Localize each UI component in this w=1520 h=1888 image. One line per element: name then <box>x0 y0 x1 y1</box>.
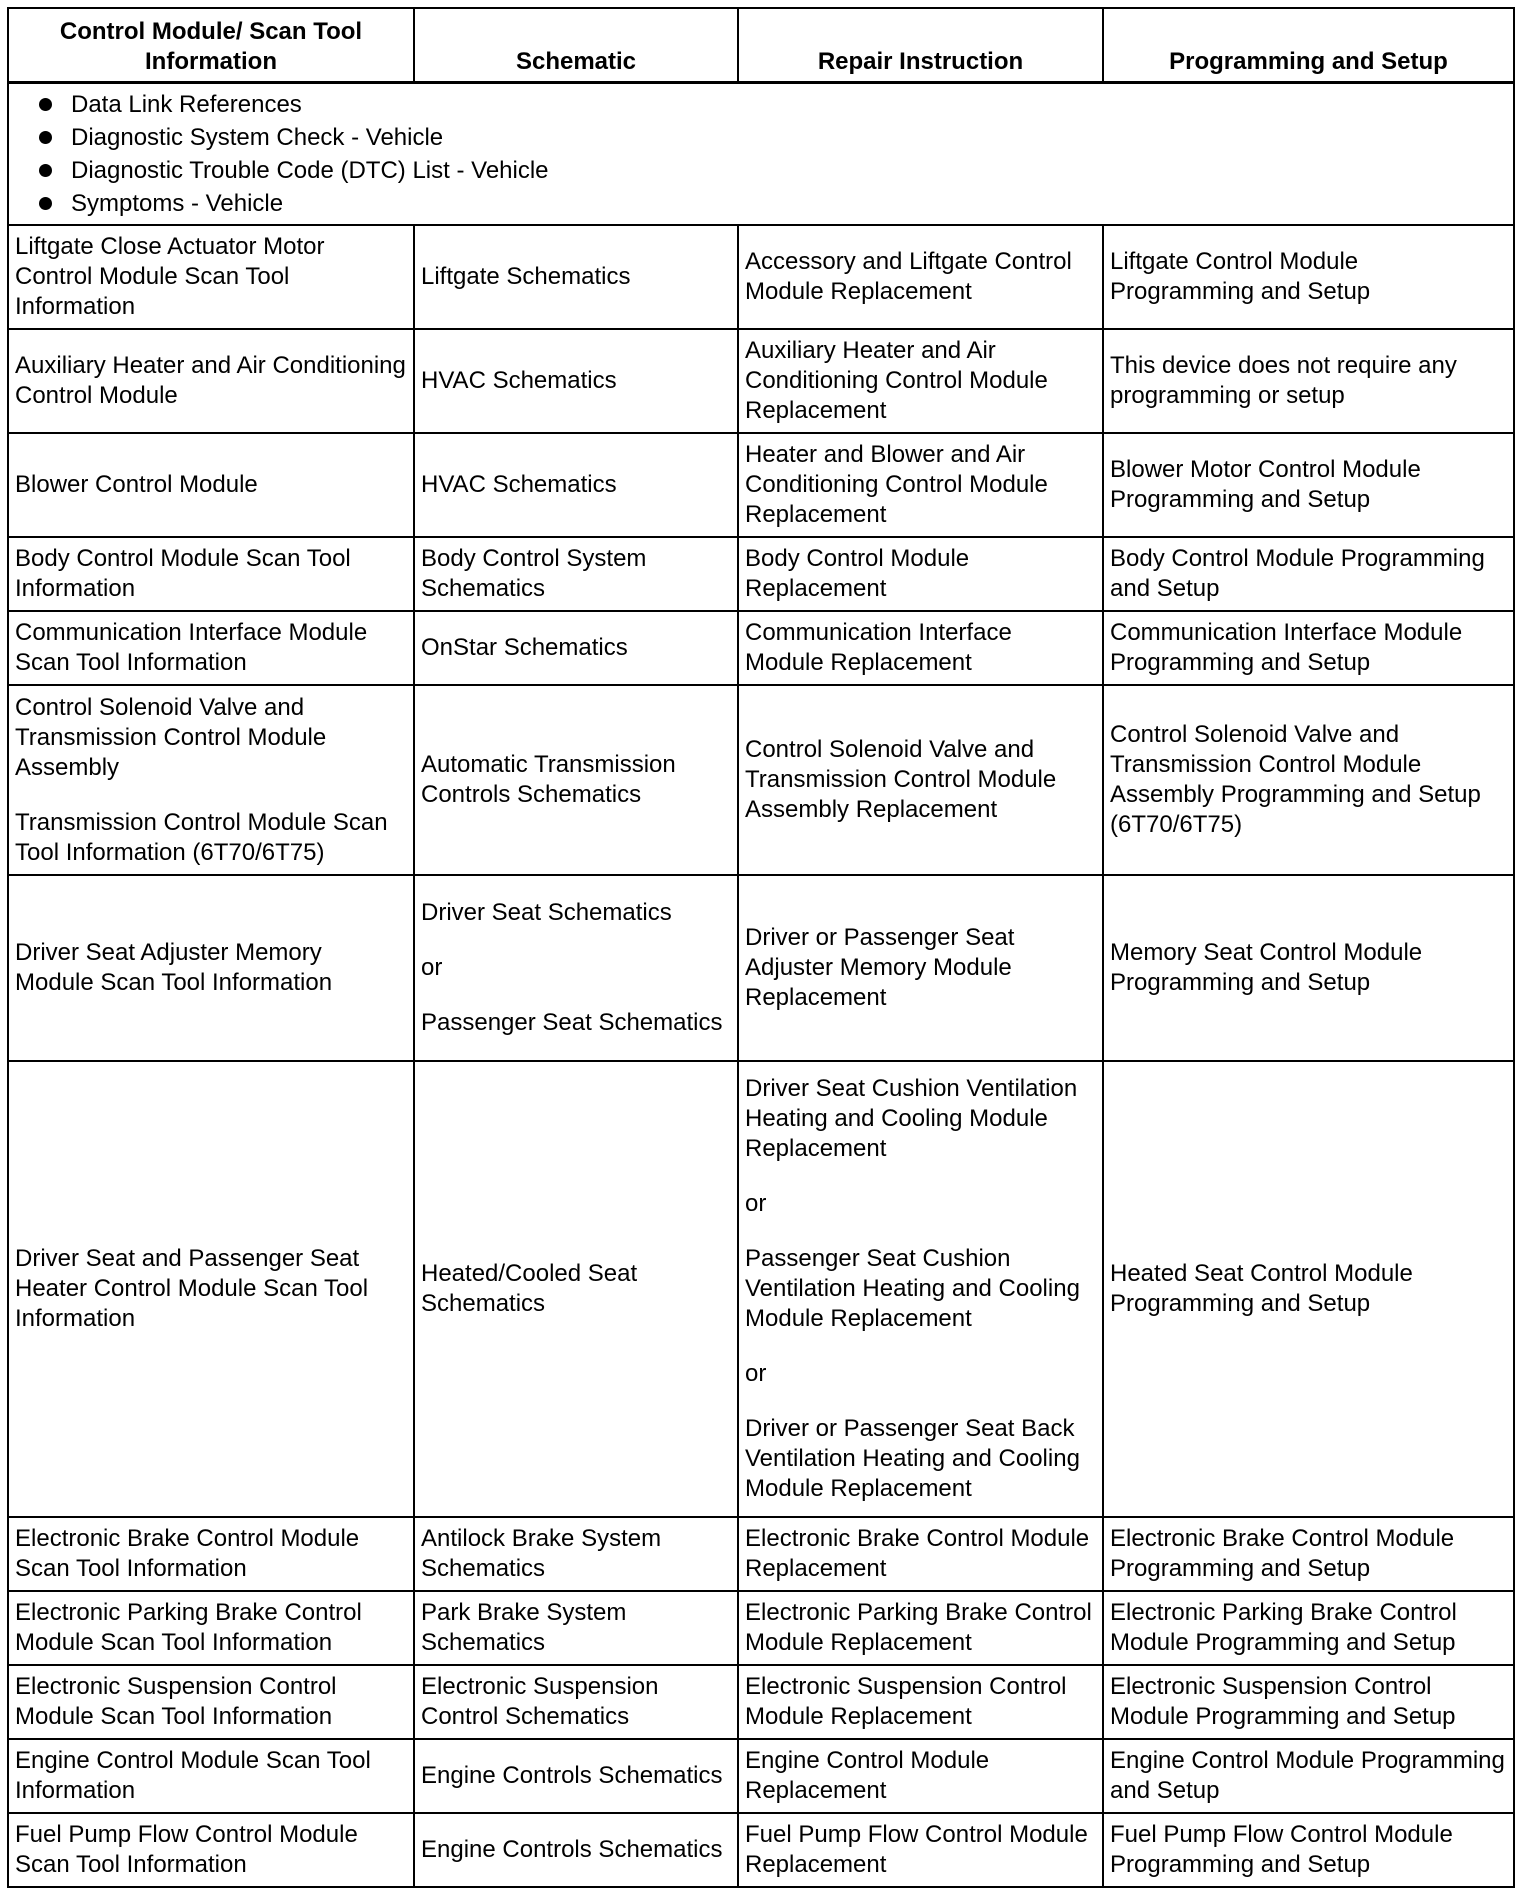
table-row <box>8 1517 1514 1591</box>
programming-setup-cell <box>1103 329 1514 433</box>
cell-text[interactable]: Electronic Parking Brake Control Module Programming and Setup <box>1110 1599 1457 1656</box>
module-cell <box>8 1061 414 1517</box>
reference-item-label: Data Link References <box>71 91 302 118</box>
cell-text[interactable]: Electronic Brake Control Module Programming and Setup <box>1110 1525 1455 1582</box>
cell-text[interactable]: Liftgate Control Module Programming and Setup <box>1110 248 1371 305</box>
module-cell <box>8 433 414 537</box>
cell-text[interactable]: Body Control Module Replacement <box>745 545 970 602</box>
repair-instruction-cell <box>738 225 1103 329</box>
cell-text[interactable]: Fuel Pump Flow Control Module Programming and Setup <box>1110 1821 1453 1878</box>
module-cell <box>8 875 414 1061</box>
header-programming-setup: Programming and Setup <box>1103 8 1514 83</box>
cell-text[interactable]: Antilock Brake System Schematics <box>421 1525 662 1582</box>
cell-text[interactable]: Communication Interface Module Programming and Setup <box>1110 619 1463 676</box>
reference-list <box>29 88 1507 220</box>
or-separator: or <box>745 1360 767 1387</box>
bullet-icon <box>39 98 52 111</box>
repair-instruction-cell <box>738 1061 1103 1517</box>
schematic-cell <box>414 1591 738 1665</box>
cell-text[interactable]: HVAC Schematics <box>421 367 617 394</box>
programming-setup-cell <box>1103 875 1514 1061</box>
cell-text[interactable]: Electronic Suspension Control Module Replacement <box>745 1673 1067 1730</box>
or-separator: or <box>421 954 443 981</box>
reference-item[interactable] <box>29 187 1507 220</box>
module-cell <box>8 611 414 685</box>
cell-text[interactable]: Engine Controls Schematics <box>421 1762 723 1789</box>
schematic-cell <box>414 685 738 875</box>
header-row <box>8 8 1514 83</box>
programming-setup-cell <box>1103 1591 1514 1665</box>
repair-instruction-cell <box>738 685 1103 875</box>
cell-text[interactable]: Blower Motor Control Module Programming and Setup <box>1110 456 1421 513</box>
module-cell <box>8 1665 414 1739</box>
cell-text[interactable]: Control Solenoid Valve and Transmission Control Module Assembly <box>15 693 327 781</box>
schematic-cell <box>414 433 738 537</box>
cell-text[interactable]: Liftgate Schematics <box>421 263 631 290</box>
cell-text[interactable]: Transmission Control Module Scan Tool Information (6T70/6T75) <box>15 808 388 866</box>
cell-text[interactable]: Electronic Parking Brake Control Module Scan Tool Information <box>15 1599 362 1656</box>
bullet-row <box>8 83 1514 226</box>
table-row <box>8 433 1514 537</box>
cell-text[interactable]: Heated/Cooled Seat Schematics <box>421 1260 638 1317</box>
repair-instruction-cell <box>738 537 1103 611</box>
paragraph-gap <box>745 1389 1096 1414</box>
schematic-cell <box>414 537 738 611</box>
programming-setup-cell <box>1103 611 1514 685</box>
cell-text[interactable]: Body Control Module Scan Tool Information <box>15 545 351 602</box>
module-cell <box>8 685 414 875</box>
reference-item[interactable] <box>29 88 1507 121</box>
programming-setup-cell <box>1103 685 1514 875</box>
module-cell <box>8 329 414 433</box>
cell-text[interactable]: Engine Controls Schematics <box>421 1836 723 1863</box>
cell-text[interactable]: Fuel Pump Flow Control Module Replacement <box>745 1821 1088 1878</box>
cell-text[interactable]: Heated Seat Control Module Programming and Setup <box>1110 1260 1413 1317</box>
module-cell <box>8 1517 414 1591</box>
header-repair-instruction: Repair Instruction <box>738 8 1103 83</box>
schematic-cell <box>414 875 738 1061</box>
cell-text[interactable]: Electronic Brake Control Module Replacement <box>745 1525 1090 1582</box>
paragraph-gap <box>421 928 731 953</box>
cell-text[interactable]: Electronic Suspension Control Schematics <box>421 1673 659 1730</box>
repair-instruction-cell <box>738 1813 1103 1887</box>
schematic-cell <box>414 1665 738 1739</box>
table-header <box>8 8 1514 83</box>
paragraph-gap <box>745 1219 1096 1244</box>
programming-setup-cell <box>1103 1665 1514 1739</box>
schematic-cell <box>414 329 738 433</box>
repair-instruction-cell <box>738 433 1103 537</box>
cell-text[interactable]: Accessory and Liftgate Control Module Replacement <box>745 248 1072 305</box>
programming-setup-cell <box>1103 537 1514 611</box>
table-row <box>8 1061 1514 1517</box>
cell-text[interactable]: Passenger Seat Cushion Ventilation Heating and Cooling Module Replacement <box>745 1245 1080 1332</box>
reference-item[interactable] <box>29 154 1507 187</box>
bullet-icon <box>39 197 52 210</box>
reference-item[interactable] <box>29 121 1507 154</box>
cell-text[interactable]: Fuel Pump Flow Control Module Scan Tool Information <box>15 1821 358 1878</box>
repair-instruction-cell <box>738 875 1103 1061</box>
table-row <box>8 611 1514 685</box>
module-reference-table <box>7 7 1515 1888</box>
bullet-icon <box>39 164 52 177</box>
repair-instruction-cell <box>738 1665 1103 1739</box>
cell-text[interactable]: Communication Interface Module Scan Tool Information <box>15 619 368 676</box>
table-row <box>8 225 1514 329</box>
cell-text[interactable]: Passenger Seat Schematics <box>421 1009 723 1036</box>
module-cell <box>8 1739 414 1813</box>
table-row <box>8 685 1514 875</box>
repair-instruction-cell <box>738 1739 1103 1813</box>
repair-instruction-cell <box>738 1517 1103 1591</box>
cell-text[interactable]: Driver or Passenger Seat Back Ventilation Heating and Cooling Module Replacement <box>745 1415 1080 1502</box>
paragraph-gap <box>421 983 731 1008</box>
schematic-cell <box>414 1517 738 1591</box>
reference-item-label: Diagnostic Trouble Code (DTC) List - Vehicle <box>71 157 549 184</box>
cell-text[interactable]: Control Solenoid Valve and Transmission Control Module Assembly Replacement <box>745 736 1057 823</box>
cell-text[interactable]: Heater and Blower and Air Conditioning Control Module Replacement <box>745 441 1048 528</box>
programming-setup-cell <box>1103 1517 1514 1591</box>
bullet-icon <box>39 131 52 144</box>
cell-text[interactable]: Auxiliary Heater and Air Conditioning Control Module <box>15 352 406 409</box>
repair-instruction-cell <box>738 329 1103 433</box>
cell-text[interactable]: Electronic Brake Control Module Scan Tool Information <box>15 1525 360 1582</box>
cell-text[interactable]: Electronic Parking Brake Control Module Replacement <box>745 1599 1092 1656</box>
header-schematic: Schematic <box>414 8 738 83</box>
module-cell <box>8 537 414 611</box>
cell-text[interactable]: Driver or Passenger Seat Adjuster Memory Module Replacement <box>745 924 1015 1011</box>
cell-text[interactable]: Engine Control Module Scan Tool Information <box>15 1747 371 1804</box>
programming-setup-cell <box>1103 1813 1514 1887</box>
cell-text[interactable]: OnStar Schematics <box>421 634 628 661</box>
cell-text[interactable]: Automatic Transmission Controls Schematics <box>421 751 676 808</box>
reference-item-label: Diagnostic System Check - Vehicle <box>71 124 444 151</box>
cell-text[interactable]: Memory Seat Control Module Programming and Setup <box>1110 939 1423 996</box>
cell-text[interactable]: Blower Control Module <box>15 471 258 498</box>
module-cell <box>8 225 414 329</box>
header-module: Control Module/ Scan Tool Information <box>8 8 414 83</box>
schematic-cell <box>414 611 738 685</box>
cell-text[interactable]: Auxiliary Heater and Air Conditioning Control Module Replacement <box>745 337 1048 424</box>
cell-text[interactable]: Communication Interface Module Replacement <box>745 619 1012 676</box>
cell-text[interactable]: Electronic Suspension Control Module Scan Tool Information <box>15 1673 337 1730</box>
table-row <box>8 1739 1514 1813</box>
reference-item-label: Symptoms - Vehicle <box>71 190 284 217</box>
cell-text[interactable]: Electronic Suspension Control Module Programming and Setup <box>1110 1673 1456 1730</box>
schematic-cell <box>414 1813 738 1887</box>
cell-text[interactable]: HVAC Schematics <box>421 471 617 498</box>
table-row <box>8 875 1514 1061</box>
cell-text[interactable]: Engine Control Module Programming and Setup <box>1110 1747 1505 1804</box>
schematic-cell <box>414 1061 738 1517</box>
cell-text[interactable]: Driver Seat Adjuster Memory Module Scan Tool Information <box>15 939 333 996</box>
table-row <box>8 329 1514 433</box>
programming-setup-cell <box>1103 1739 1514 1813</box>
cell-text[interactable]: This device does not require any programming or setup <box>1110 352 1457 409</box>
cell-text[interactable]: Park Brake System Schematics <box>421 1599 627 1656</box>
table-body <box>8 83 1514 1888</box>
paragraph-gap <box>745 1164 1096 1189</box>
cell-text[interactable]: Engine Control Module Replacement <box>745 1747 990 1804</box>
document-page <box>7 7 1513 1888</box>
cell-text[interactable]: Liftgate Close Actuator Motor Control Module Scan Tool Information <box>15 233 325 320</box>
repair-instruction-cell <box>738 1591 1103 1665</box>
module-cell <box>8 1591 414 1665</box>
paragraph-gap <box>745 1334 1096 1359</box>
repair-instruction-cell <box>738 611 1103 685</box>
reference-list-cell <box>8 83 1514 226</box>
cell-text[interactable]: Body Control Module Programming and Setup <box>1110 545 1485 602</box>
or-separator: or <box>745 1190 767 1217</box>
cell-text[interactable]: Body Control System Schematics <box>421 545 647 602</box>
programming-setup-cell <box>1103 1061 1514 1517</box>
cell-text[interactable]: Driver Seat Cushion Ventilation Heating and Cooling Module Replacement <box>745 1075 1078 1162</box>
programming-setup-cell <box>1103 225 1514 329</box>
module-cell <box>8 1813 414 1887</box>
programming-setup-cell <box>1103 433 1514 537</box>
table-row <box>8 1591 1514 1665</box>
paragraph-gap <box>15 783 407 808</box>
cell-text[interactable]: Driver Seat Schematics <box>421 899 672 926</box>
table-row <box>8 1813 1514 1887</box>
cell-text[interactable]: Control Solenoid Valve and Transmission Control Module Assembly Programming and Setup (6T70/6T75) <box>1110 721 1481 838</box>
schematic-cell <box>414 1739 738 1813</box>
table-row <box>8 1665 1514 1739</box>
table-row <box>8 537 1514 611</box>
cell-text[interactable]: Driver Seat and Passenger Seat Heater Control Module Scan Tool Information <box>15 1245 369 1332</box>
schematic-cell <box>414 225 738 329</box>
